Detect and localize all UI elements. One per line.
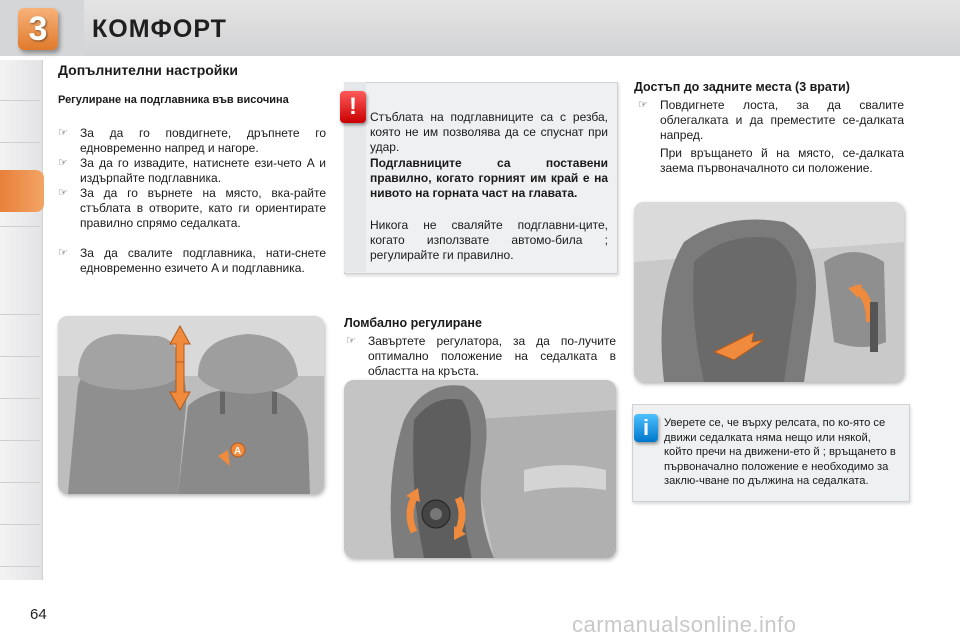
lumbar-bullet [346,334,616,379]
chapter-tab[interactable] [0,400,40,441]
pointing-hand-icon: ☞ [58,187,68,199]
chapter-tab[interactable] [0,102,40,143]
headrest-bullet-1 [58,126,326,156]
pointing-hand-icon: ☞ [638,99,648,111]
chapter-tab[interactable] [0,484,40,525]
chapter-tab[interactable] [0,442,40,483]
bullet-text: За да го извадите, натиснете ези-чето A и издърпайте подглавника. [80,156,326,185]
chapter-tab[interactable] [0,316,40,357]
headrest-bullet-2 [58,156,326,186]
warning-text-1: Стъблата на подглавниците са с резба, която не им позволява да се спуснат при удар. [370,110,608,154]
bullet-text: Завъртете регулатора, за да по-лучите оптимално положение на седалката в областта на кръста. [368,334,616,378]
rear-access-para: При връщането й на място, се-далката заема първоначалното си положение. [660,146,904,175]
warning-text-3: Никога не сваляйте подглавни-ците, когато използвате автомо-била ; регулирайте ги правилно. [370,218,608,262]
chapter-tab[interactable] [0,358,40,399]
rear-access-title: Достъп до задните места (3 врати) [634,80,850,94]
warning-text-2: Подглавниците са поставени правилно, когато горният им край е на нивото на горната част на главата. [370,156,608,200]
pointing-hand-icon: ☞ [58,247,68,259]
chapter-tab-rail [0,60,43,580]
pointing-hand-icon: ☞ [346,335,356,347]
info-icon: i [634,414,658,442]
pointing-hand-icon: ☞ [58,157,68,169]
figure-label-a: A [234,446,242,457]
info-text: Уверете се, че върху релсата, по ко-ято се движи седалката няма нещо или някой, който пречи на движени-ето й ; връщането в първоначално положение е необходимо за заклю-чване по дължина на седалката. [664,417,896,487]
bullet-text: За да свалите подглавника, нати-снете едновременно езичето A и подглавника. [80,246,326,275]
page-number: 64 [30,606,47,623]
section-title: Допълнителни настройки [58,62,239,78]
subsection-title: Регулиране на подглавника във височина [58,94,289,106]
bullet-text: Повдигнете лоста, за да свалите облегалката и да преместите се-далката напред. [660,98,904,142]
chapter-title: КОМФОРТ [92,15,227,43]
chapter-tab[interactable] [0,60,40,101]
bullet-text: За да го върнете на място, вка-райте стъблата в отворите, като ги ориентирате правилно спрямо седалката. [80,186,326,230]
watermark: carmanualsonline.info [572,612,797,637]
headrest-illustration [58,316,324,494]
chapter-number: 3 [28,10,48,48]
exclamation-icon: ! [340,91,366,123]
chapter-tab[interactable] [0,526,40,567]
lumbar-illustration [344,380,616,558]
bullet-text: За да го повдигнете, дръпнете го едновременно напред и нагоре. [80,126,326,155]
lumbar-title: Ломбално регулиране [344,316,482,330]
rear-access-illustration [634,202,904,382]
pointing-hand-icon: ☞ [58,127,68,139]
rear-access-bullet [638,98,904,143]
chapter-tab[interactable] [0,274,40,315]
headrest-bullet-3 [58,186,326,231]
chapter-tab-active[interactable] [0,170,44,212]
headrest-bullet-4 [58,246,326,276]
